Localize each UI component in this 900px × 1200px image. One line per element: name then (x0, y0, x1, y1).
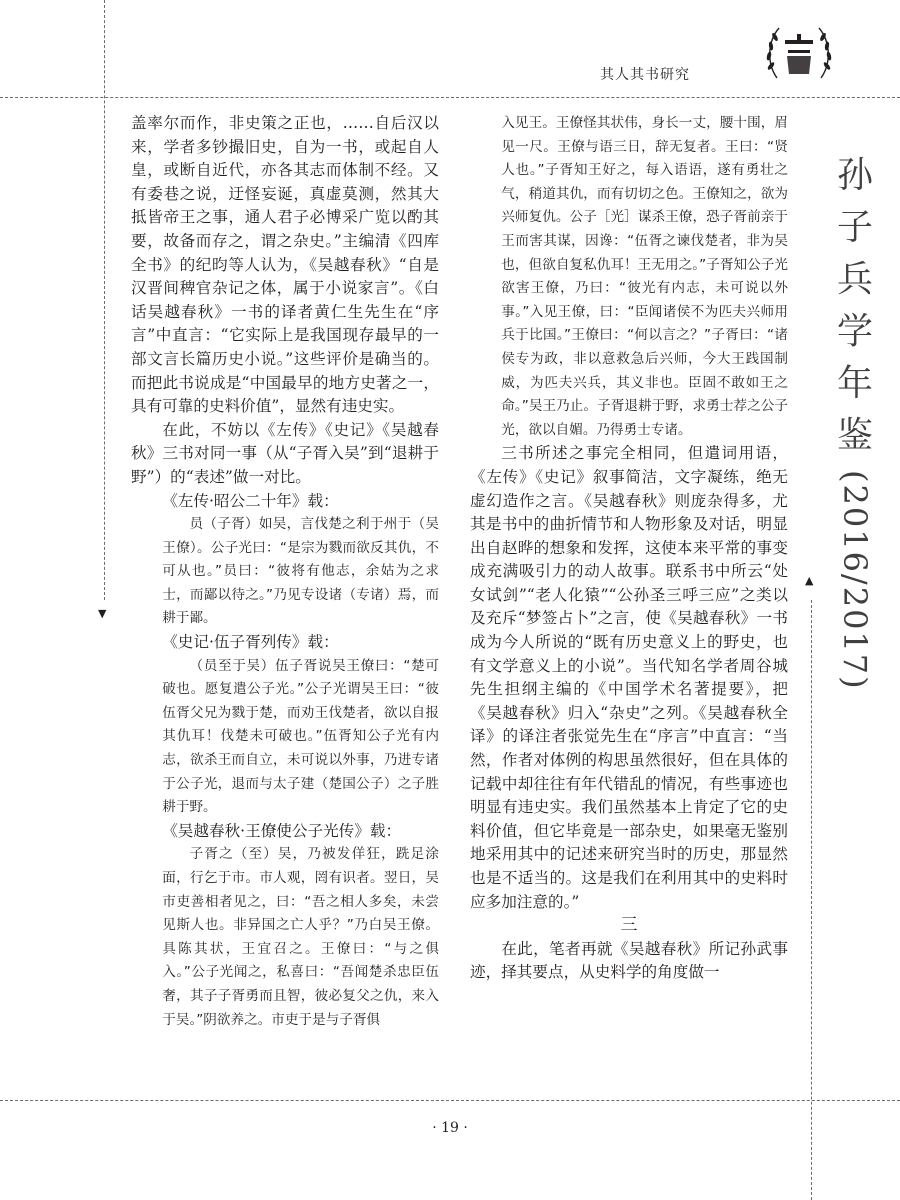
block-quote (131, 513, 439, 631)
side-title-char: 兵 (836, 259, 873, 300)
block-quote-continued: 入见王。王僚怪其状伟，身长一丈，腰十围，眉见一尺。王僚与语三日，辞无复者。王曰：“贤人也。”子胥知王好之，每入语语，遂有勇壮之气，稍道其仇，而有切切之色。王僚知之，欲为兴师复仇。公子［光］谋杀王僚，恐子胥前亲于王而害其谋，因谗：“伍胥之谏伐楚者，非为吴也，但欲自复私仇耳！王无用之。”子胥知公子光欲害王僚，乃曰：“彼光有内志，未可说以外事。”入见王僚，曰：“臣闻诸侯不为匹夫兴师用兵于比国。”王僚曰：“何以言之？”子胥曰：“诸侯专为政，非以意救急后兴师，今大王践国制威，为匹夫兴兵，其义非也。臣固不敢如王之命。”吴王乃止。子胥退耕于野，求勇士荐之公子光，欲以自媚。乃得勇士专诸。 (501, 115, 788, 438)
citation-label: 《吴越春秋·王僚使公子光传》载： (162, 821, 402, 840)
bottom-dashed-line (0, 1100, 900, 1101)
yearbook-side-title (830, 150, 880, 691)
top-dashed-line (0, 97, 900, 98)
block-quote (131, 843, 439, 1032)
right-text-column (470, 112, 788, 985)
quote-text: 员（子胥）如吴，言伐楚之利于州于（吴王僚）。公子光曰：“是宗为戮而欲反其仇，不可从也。”员曰：“彼将有他志，余姑为之求士，而鄙以待之。”乃见专设诸（专诸）焉，而耕于鄙。 (162, 516, 439, 627)
side-title-char: 孙 (836, 155, 873, 196)
down-arrow-icon: ▼ (98, 607, 107, 620)
paragraph-continued: 盖率尔而作，非史策之正也，……自后汉以来，学者多钞撮旧史，自为一书，或起自人皇，或断自近代，亦各其志而体制不经。又有委巷之说，迂怪妄诞，真虚莫测，然其大抵皆帝王之事，通人君子必博采广览以酌其要，故备而存之，谓之杂史。”主编清《四库全书》的纪昀等人认为，《吴越春秋》“自是汉晋间稗官杂记之体，属于小说家言”。《白话吴越春秋》一书的译者黄仁生先生在“序言”中直言：“它实际上是我国现存最早的一部文言长篇历史小说。”这些评价是确当的。而把此书说成是“中国最早的地方史著之一，具有可靠的史料价值”，显然有违史实。 (131, 114, 439, 416)
quote-text: （员至于吴）伍子胥说吴王僚曰：“楚可破也。愿复遣公子光。”公子光谓吴王曰：“彼伍胥父兄为戮于楚，而劝王伐楚者，欲以自报其仇耳！伐楚未可破也。”伍胥知公子光有内志，欲杀王而自立，未可说以外事，乃进专诸于公子光，退而与太子建（楚国公子）之子胜耕于野。 (162, 657, 439, 816)
laurel-emblem-icon (763, 20, 835, 86)
side-title-char: 子 (836, 207, 873, 248)
paragraph: 在此，不妨以《左传》《史记》《吴越春秋》三书对同一事（从“子胥入吴”到“退耕于野”）的“表述”做一对比。 (131, 420, 439, 486)
up-arrow-icon: ▲ (805, 574, 814, 587)
paragraph: 在此，笔者再就《吴越春秋》所记孙武事迹，择其要点，从史料学的角度做一 (470, 939, 788, 982)
side-title-char: 鉴 (836, 415, 873, 456)
left-text-column (131, 112, 439, 1032)
side-title-year: (2016/2017) (836, 470, 874, 691)
header-section-title: 其人其书研究 (600, 67, 690, 83)
section-heading: 三 (620, 915, 638, 936)
right-dashed-line (811, 600, 812, 1200)
page-number: · 19 · (432, 1120, 468, 1136)
citation-label: 《左传·昭公二十年》载： (162, 491, 339, 510)
side-title-char: 年 (836, 363, 873, 404)
quote-text: 子胥之（至）吴，乃被发佯狂，跣足涂面，行乞于市。市人观，罔有识者。翌日，吴市吏善相者见之，曰：“吾之相人多矣，未尝见斯人也。非异国之亡人乎？”乃白吴王僚。具陈其状，王宜召之。王僚曰：“与之俱入。”公子光闻之，私喜曰：“吾闻楚杀忠臣伍奢，其子子胥勇而且智，彼必复父之仇，来入于吴。”阴欲养之。市吏于是与子胥俱 (162, 846, 439, 1028)
side-title-char: 学 (836, 311, 873, 352)
block-quote (131, 655, 439, 820)
paragraph: 三书所述之事完全相同，但遣词用语，《左传》《史记》叙事简洁，文字凝练，绝无虚幻造作之言。《吴越春秋》则庞杂得多，尤其是书中的曲折情节和人物形象及对话，明显出自赵晔的想象和发挥，这使本来平常的事变成充满吸引力的动人故事。联系书中所云“处女试剑”“老人化猿”“公孙圣三呼三应”之类以及充斥“梦签占卜”之言，使《吴越春秋》一书成为今人所说的“既有历史意义上的野史，也有文学意义上的小说”。当代知名学者周谷城先生担纲主编的《中国学术名著提要》，把《吴越春秋》归入“杂史”之列。《吴越春秋全译》的译注者张觉先生在“序言”中直言：“当然，作者对体例的构思虽然很好，但在具体的记载中却往往有年代错乱的情况，有些事迹也明显有违史实。我们虽然基本上肯定了它的史料价值，但它毕竟是一部杂史，如果毫无鉴别地采用其中的记述来研究当时的历史，那显然也是不适当的。这是我们在利用其中的史料时应多加注意的。” (470, 444, 788, 911)
citation-label: 《史记·伍子胥列传》载： (162, 633, 339, 652)
left-dashed-line (104, 0, 105, 600)
